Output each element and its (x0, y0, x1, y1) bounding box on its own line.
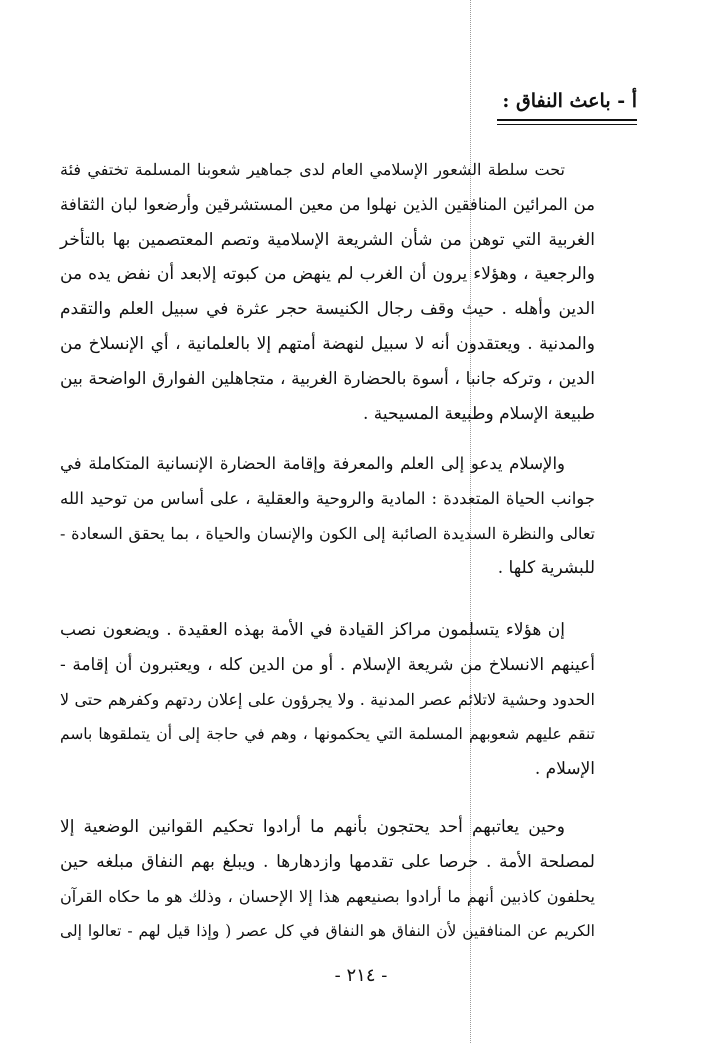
section-heading: أ - باعث النفاق : (502, 90, 637, 112)
text-line: الإسلام . (534, 759, 595, 780)
text-line: الدين وأهله . حيث وقف رجال الكنيسة حجر عثرة في سبيل العلم والتقدم (60, 299, 595, 320)
text-line: والرجعية ، وهؤلاء يرون أن الغرب لم ينهض من كبوته إلابعد أن نفض يده من (60, 264, 595, 285)
text-line: والمدنية . ويعتقدون أنه لا سبيل لنهضة أمتهم إلا بالعلمانية ، أي الإنسلاخ من (60, 333, 595, 354)
paragraph-3 (60, 613, 595, 787)
paragraph-2 (60, 447, 595, 586)
page-number: - ٢١٤ - (334, 965, 388, 986)
text-line: تحت سلطة الشعور الإسلامي العام لدى جماهير شعوبنا المسلمة تختفي فئة (60, 160, 565, 179)
text-line: من المرائين المنافقين الذين نهلوا من معين المستشرقين وأرضعوا لبان الثقافة (60, 194, 595, 214)
text-line: تعالى والنظرة السديدة الصائبة إلى الكون والإنسان والحياة ، بما يحقق السعادة - (60, 523, 595, 543)
text-line: الكريم عن المنافقين لأن النفاق هو النفاق في كل عصر ( وإذا قيل لهم - تعالوا إلى (60, 922, 595, 941)
text-line: الدين ، وتركه جانبا ، أسوة بالحضارة الغربية ، متجاهلين الفوارق الواضحة بين (60, 368, 595, 389)
text-line: أعينهم الانسلاخ من شريعة الإسلام . أو من الدين كله ، ويعتبرون أن إقامة - (60, 654, 595, 675)
text-line: للبشرية كلها . (497, 558, 595, 579)
text-line: إن هؤلاء يتسلمون مراكز القيادة في الأمة بهذه العقيدة . ويضعون نصب (60, 620, 565, 640)
heading-underline-double (497, 124, 637, 125)
text-line: وحين يعاتبهم أحد يحتجون بأنهم ما أرادوا تحكيم القوانين الوضعية إلا (60, 817, 565, 837)
paragraph-1 (60, 153, 595, 431)
section-heading-block (497, 86, 637, 125)
paragraph-4 (60, 810, 595, 949)
text-line: طبيعة الإسلام وطبيعة المسيحية . (362, 403, 595, 424)
text-line: لمصلحة الأمة . حرصا على تقدمها وازدهارها . ويبلغ بهم النفاق مبلغه حين (60, 851, 595, 872)
text-line: الغربية التي توهن من شأن الشريعة الإسلامية وتصم المعتصمين بها بالتأخر (60, 229, 595, 250)
text-line: يحلفون كاذبين أنهم ما أرادوا بصنيعهم هذا إلا الإحسان ، وذلك هو ما حكاه القرآن (60, 886, 595, 906)
text-line: جوانب الحياة المتعددة : المادية والروحية والعقلية ، على أساس من توحيد الله (60, 488, 595, 508)
text-line: الحدود وحشية لاتلائم عصر المدنية . ولا يجرؤون على إعلان ردتهم وكفرهم حتى لا (60, 689, 595, 709)
heading-underline (497, 119, 637, 121)
text-line: والإسلام يدعو إلى العلم والمعرفة وإقامة الحضارة الإنسانية المتكاملة في (60, 454, 565, 473)
text-line: تنقم عليهم شعوبهم المسلمة التي يحكمونها ، وهم في حاجة إلى أن يتملقوها باسم (60, 725, 595, 744)
